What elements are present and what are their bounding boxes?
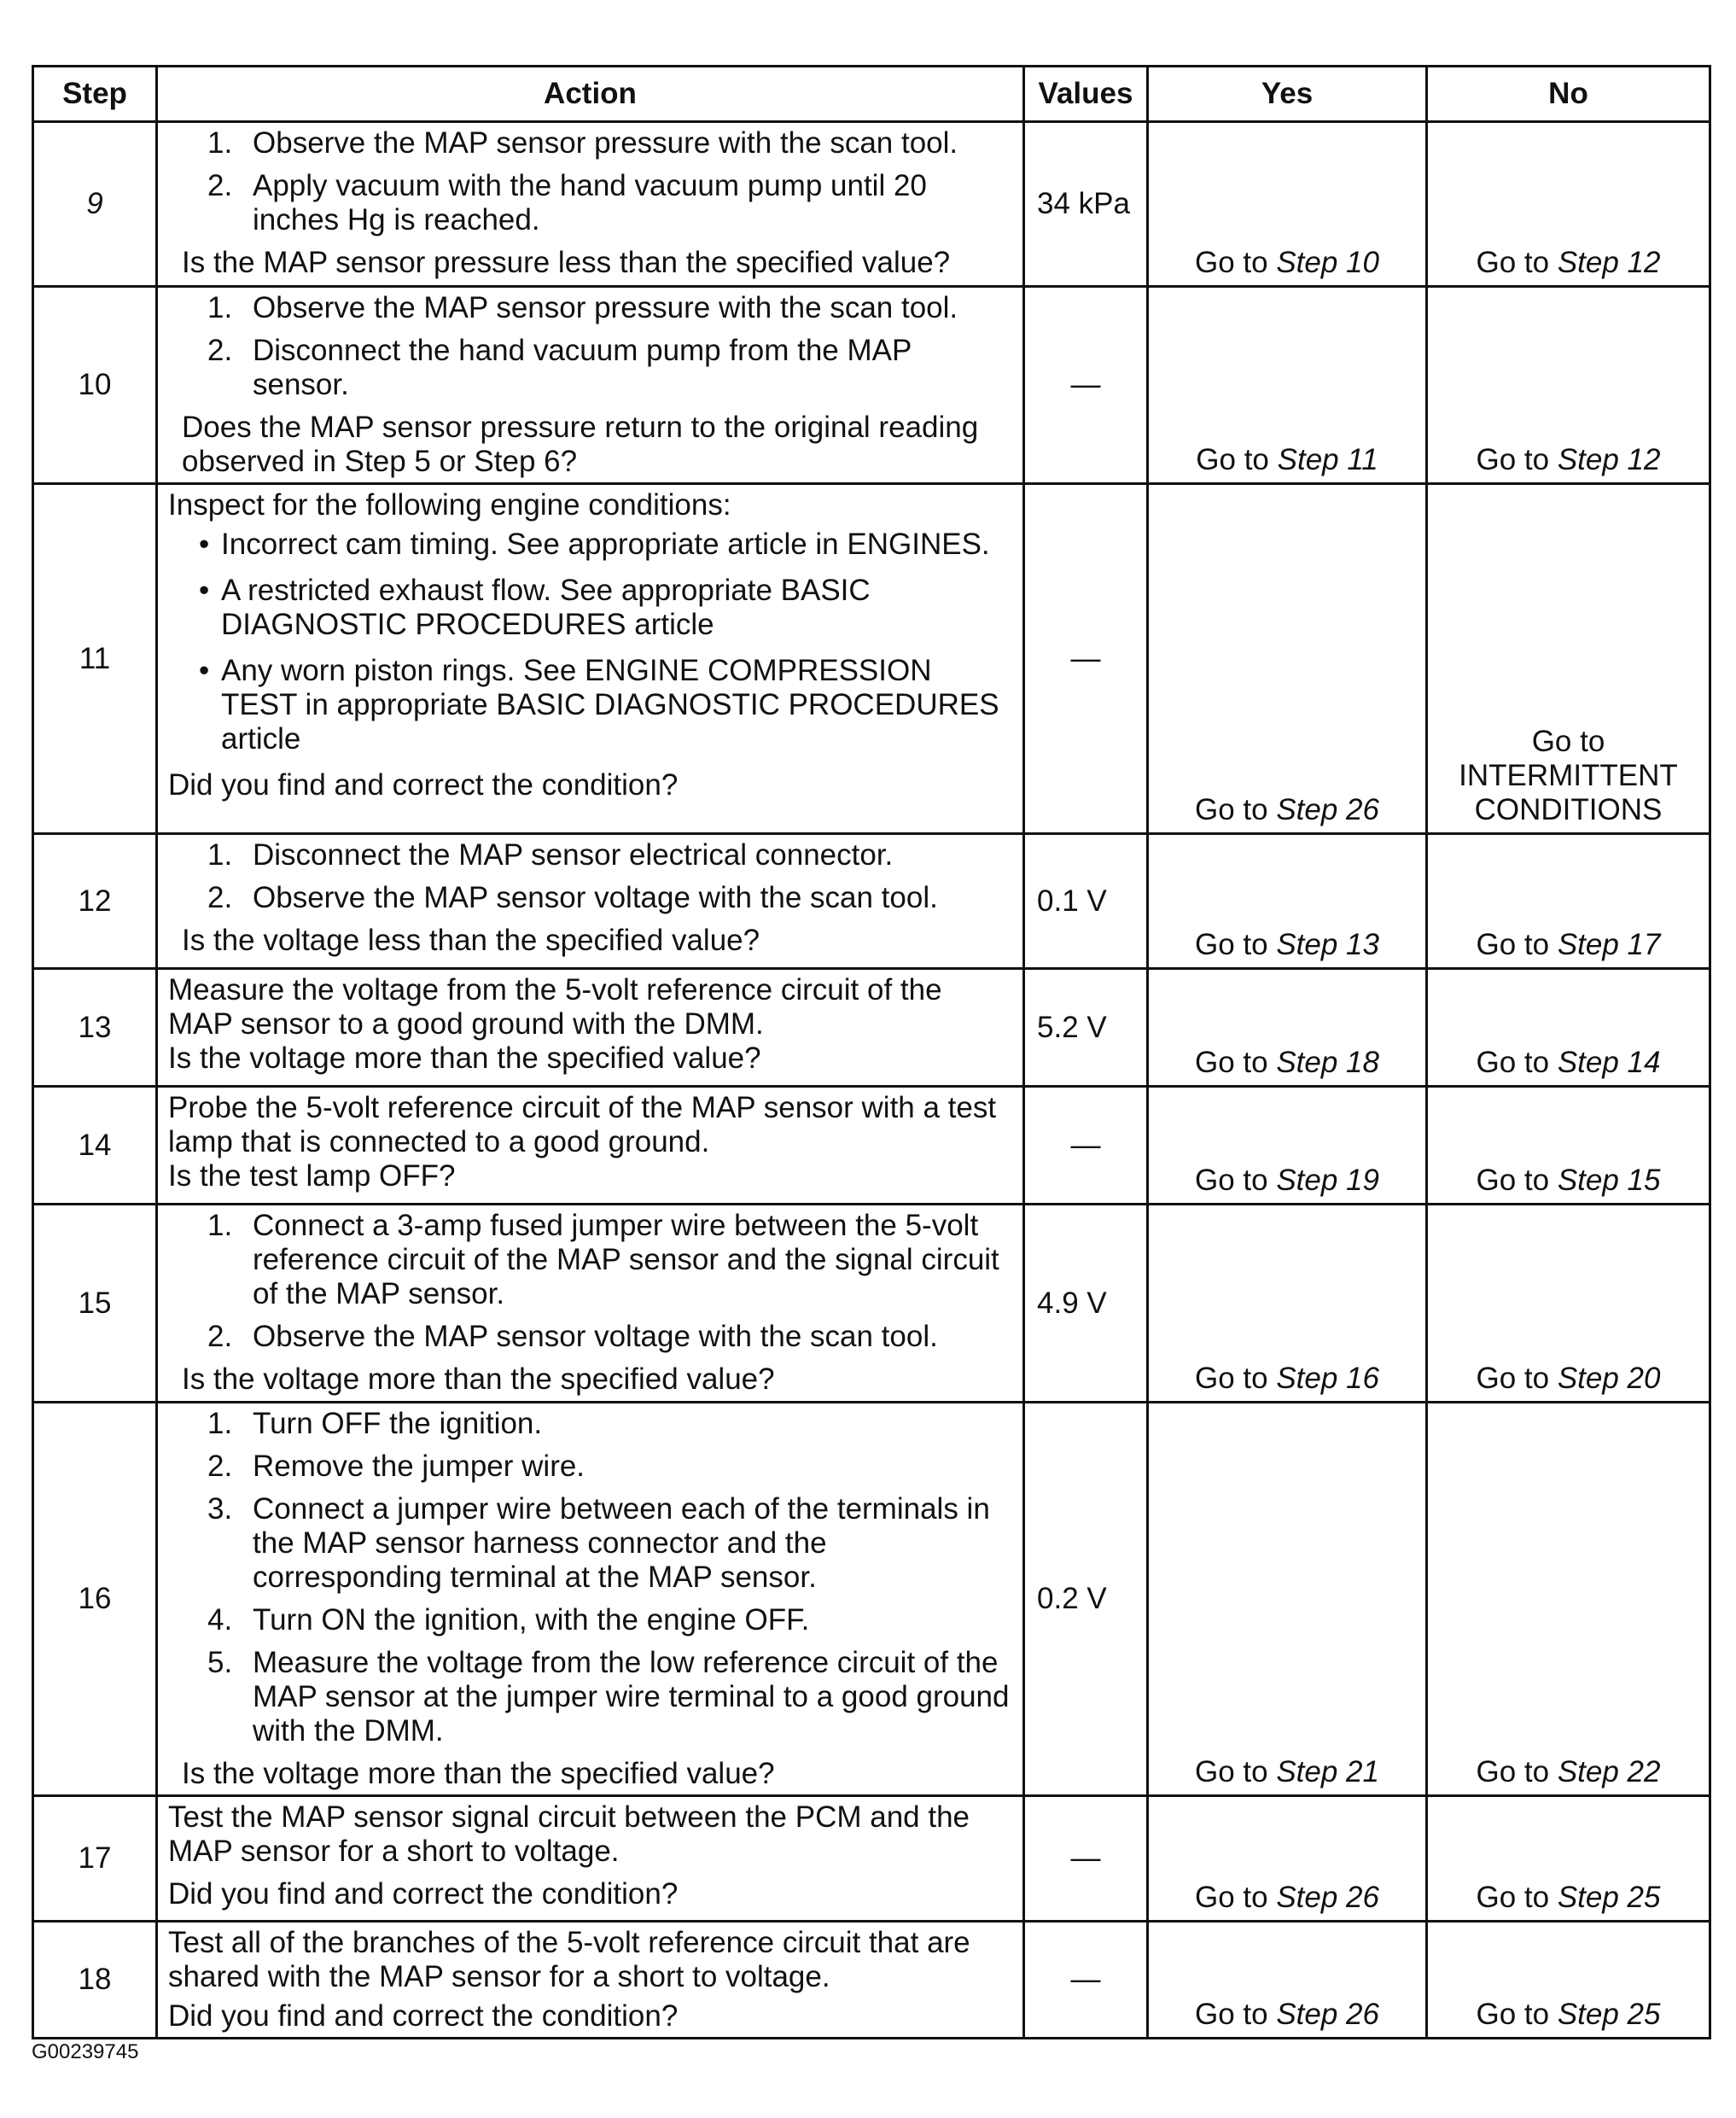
yes-cell: Go to Step 26 [1148, 1796, 1427, 1922]
table-row [33, 122, 1710, 287]
yes-cell: Go to Step 19 [1148, 1087, 1427, 1205]
action-item: 1. Connect a 3-amp fused jumper wire between the 5-volt reference circuit of the MAP sensor and the signal circuit of the MAP sensor. [207, 1209, 999, 1310]
action-question: Is the test lamp OFF? [168, 1159, 456, 1193]
value-cell: — [1024, 484, 1148, 834]
action-bullet: • Incorrect cam timing. See appropriate article in ENGINES. [168, 528, 1012, 562]
no-cell: Go to Step 25 [1427, 1796, 1710, 1922]
yes-cell: Go to Step 26 [1148, 1922, 1427, 2039]
step-number: 10 [33, 287, 157, 484]
no-cell: Go to Step 12 [1427, 122, 1710, 287]
value-cell: — [1024, 287, 1148, 484]
step-number: 11 [33, 484, 157, 834]
table-row [33, 834, 1710, 969]
value-cell: 5.2 V [1024, 969, 1148, 1087]
action-cell [157, 834, 1024, 969]
action-bullet: • A restricted exhaust flow. See appropriate BASIC DIAGNOSTIC PROCEDURES article [168, 574, 1012, 642]
table-row [33, 1922, 1710, 2039]
action-bullet: • Any worn piston rings. See ENGINE COMPRESSION TEST in appropriate BASIC DIAGNOSTIC PROCEDURES article [168, 654, 1012, 756]
action-item: 2. Observe the MAP sensor voltage with the scan tool. [207, 881, 938, 914]
action-item: 2. Observe the MAP sensor voltage with the scan tool. [207, 1320, 938, 1353]
yes-cell: Go to Step 18 [1148, 969, 1427, 1087]
yes-cell: Go to Step 11 [1148, 287, 1427, 484]
step-number: 17 [33, 1796, 157, 1922]
action-question: Is the voltage more than the specified value? [168, 1041, 761, 1075]
action-cell [157, 1403, 1024, 1796]
action-question: Is the voltage more than the specified value? [182, 1757, 775, 1790]
value-cell: 0.2 V [1024, 1403, 1148, 1796]
action-cell [157, 1796, 1024, 1922]
action-text: Test the MAP sensor signal circuit between the PCM and the MAP sensor for a short to voltage. [168, 1800, 970, 1868]
diagnostic-table [32, 65, 1711, 2039]
value-cell: 34 kPa [1024, 122, 1148, 287]
value-cell: — [1024, 1922, 1148, 2039]
figure-id: G00239745 [32, 2040, 139, 2063]
step-number: 15 [33, 1205, 157, 1403]
table-row [33, 1205, 1710, 1403]
action-item: 1. Disconnect the MAP sensor electrical connector. [207, 838, 894, 872]
action-item: 1. Turn OFF the ignition. [207, 1407, 543, 1440]
action-cell [157, 1087, 1024, 1205]
action-item: 1. Observe the MAP sensor pressure with the scan tool. [207, 126, 958, 160]
action-question: Did you find and correct the condition? [168, 768, 679, 802]
action-item: 2. Apply vacuum with the hand vacuum pump until 20 inches Hg is reached. [207, 169, 927, 236]
action-cell [157, 484, 1024, 834]
header-yes: Yes [1148, 67, 1427, 122]
yes-cell: Go to Step 10 [1148, 122, 1427, 287]
no-cell: Go to Step 12 [1427, 287, 1710, 484]
step-number: 9 [33, 122, 157, 287]
no-cell: Go to Step 15 [1427, 1087, 1710, 1205]
no-cell: Go to Step 17 [1427, 834, 1710, 969]
header-action: Action [157, 67, 1024, 122]
action-item: 2. Remove the jumper wire. [207, 1450, 585, 1483]
header-row [33, 67, 1710, 122]
step-number: 18 [33, 1922, 157, 2039]
action-cell [157, 969, 1024, 1087]
no-cell: Go to Step 22 [1427, 1403, 1710, 1796]
action-question: Did you find and correct the condition? [168, 1877, 679, 1911]
value-cell: 4.9 V [1024, 1205, 1148, 1403]
action-item: 2. Disconnect the hand vacuum pump from the MAP sensor. [207, 334, 912, 401]
action-item: 5. Measure the voltage from the low reference circuit of the MAP sensor at the jumper wire terminal to a good ground with the DMM. [207, 1646, 1010, 1747]
action-item: 1. Observe the MAP sensor pressure with the scan tool. [207, 291, 958, 324]
action-question: Is the MAP sensor pressure less than the specified value? [182, 246, 951, 279]
value-cell: 0.1 V [1024, 834, 1148, 969]
no-cell: Go to Step 14 [1427, 969, 1710, 1087]
no-cell: Go to Step 25 [1427, 1922, 1710, 2039]
action-cell [157, 287, 1024, 484]
action-question: Does the MAP sensor pressure return to the original reading observed in Step 5 or Step 6? [182, 411, 979, 478]
action-question: Did you find and correct the condition? [168, 1999, 679, 2033]
no-cell: Go to Step 20 [1427, 1205, 1710, 1403]
action-cell [157, 122, 1024, 287]
table-row [33, 287, 1710, 484]
header-values: Values [1024, 67, 1148, 122]
action-cell [157, 1922, 1024, 2039]
table-row [33, 1087, 1710, 1205]
table-row [33, 1796, 1710, 1922]
action-cell [157, 1205, 1024, 1403]
action-item: 4. Turn ON the ignition, with the engine OFF. [207, 1603, 810, 1637]
step-number: 13 [33, 969, 157, 1087]
action-item: 3. Connect a jumper wire between each of the terminals in the MAP sensor harness connector and the corresponding terminal at the MAP sensor. [207, 1492, 990, 1594]
table-row [33, 484, 1710, 834]
step-number: 14 [33, 1087, 157, 1205]
table-row [33, 969, 1710, 1087]
header-no: No [1427, 67, 1710, 122]
yes-cell: Go to Step 26 [1148, 484, 1427, 834]
action-text: Test all of the branches of the 5-volt reference circuit that are shared with the MAP sensor for a short to voltage. [168, 1926, 970, 1993]
yes-cell: Go to Step 21 [1148, 1403, 1427, 1796]
action-text: Measure the voltage from the 5-volt reference circuit of the MAP sensor to a good ground with the DMM. [168, 973, 942, 1041]
action-intro: Inspect for the following engine conditions: [168, 488, 731, 522]
value-cell: — [1024, 1087, 1148, 1205]
header-step: Step [33, 67, 157, 122]
yes-cell: Go to Step 16 [1148, 1205, 1427, 1403]
table-row [33, 1403, 1710, 1796]
action-question: Is the voltage more than the specified value? [182, 1362, 775, 1396]
no-cell: Go to INTERMITTENT CONDITIONS [1427, 484, 1710, 834]
step-number: 16 [33, 1403, 157, 1796]
value-cell: — [1024, 1796, 1148, 1922]
step-number: 12 [33, 834, 157, 969]
action-text: Probe the 5-volt reference circuit of the MAP sensor with a test lamp that is connected to a good ground. [168, 1091, 997, 1158]
yes-cell: Go to Step 13 [1148, 834, 1427, 969]
action-question: Is the voltage less than the specified value? [182, 924, 760, 957]
